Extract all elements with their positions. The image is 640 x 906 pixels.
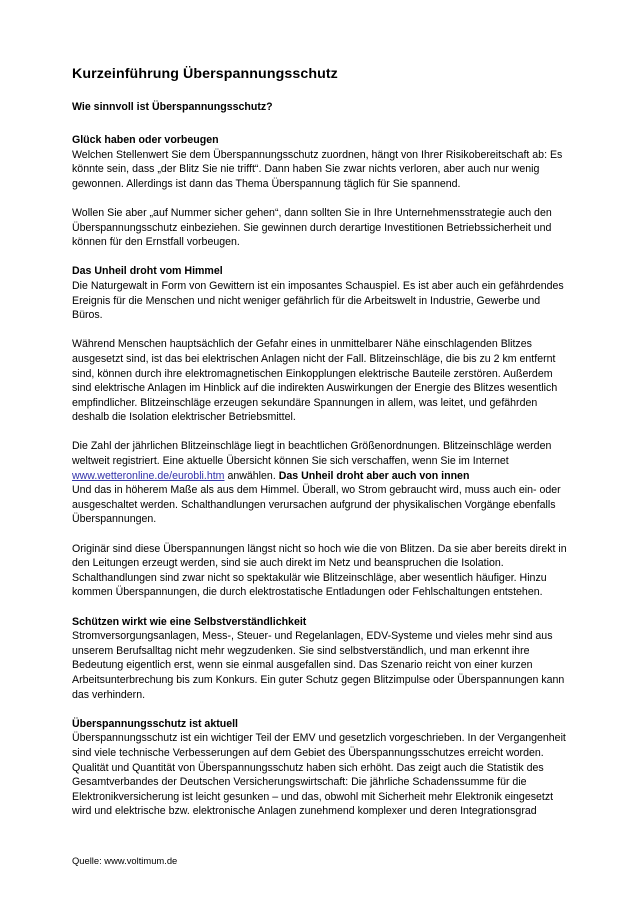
section-paragraph-unheil-von-innen: Und das in höherem Maße als aus dem Himmel. Überall, wo Strom gebraucht wird, muss auch ein- oder ausgeschaltet werden. Schalthandlungen verursachen aufgrund der physikalischen Vorgänge ebenfalls Überspannungen. xyxy=(72,484,561,526)
section-paragraph-ueberspannungsschutz-aktuell: Überspannungsschutz ist ein wichtiger Teil der EMV und gesetzlich vorgeschrieben. In der Vergangenheit sind viele technische Verbesserungen auf dem Gebiet des Überspannungsschutzes erreicht worden. Qualität und Quantität von Überspannungsschutz haben sich erhöht. Das zeigt auch die Statistik des Gesamtverbandes der Deutschen Versicherungswirtschaft: Die jährliche Schadenssumme für die Elektronikversicherung ist leicht gesunken – und das, obwohl mit Sicherheit mehr Elektronik eingesetzt wird und elektrische bzw. elektronische Anlagen zunehmend komplexer und deren Integrationsgrad xyxy=(72,732,566,818)
paragraph-spacer xyxy=(72,250,570,265)
paragraph-spacer xyxy=(72,600,570,615)
section-heading-unheil-vom-himmel: Das Unheil droht vom Himmel xyxy=(72,265,223,278)
paragraph-text-before-link: Die Zahl der jährlichen Blitzeinschläge liegt in beachtlichen Größenordnungen. Blitzeinschläge werden weltweit registriert. Eine aktuelle Übersicht können Sie sich verschaffen, wenn Sie im Internet xyxy=(72,440,552,468)
page-title: Kurzeinführung Überspannungsschutz xyxy=(72,66,338,82)
wetteronline-link[interactable]: www.wetteronline.de/eurobli.htm xyxy=(72,469,225,482)
section-paragraph-originaer: Originär sind diese Überspannungen längst nicht so hoch wie die von Blitzen. Da sie aber bereits direkt in den Leitungen erzeugt werden, sind sie auch direkt im Netz und beanspruchen die Isolation. Schalthandlungen sind zwar nicht so spektakulär wie Blitzeinschläge, aber wesentlich häufiger. Hinzu kommen Überspannungen, die durch elektrostatische Entladungen oder Fehlschaltungen entstehen. xyxy=(72,542,567,599)
section-heading-ueberspannungsschutz-aktuell: Überspannungsschutz ist aktuell xyxy=(72,717,238,730)
section-heading-schuetzen-wirkt: Schützen wirkt wie eine Selbstverständlichkeit xyxy=(72,615,307,628)
section-paragraph-blitzeinschlaege: Während Menschen hauptsächlich der Gefahr eines in unmittelbarer Nähe einschlagenden Blitzes ausgesetzt sind, ist das bei elektrischen Anlagen nicht der Fall. Blitzeinschläge, die bis zu 2 km entfernt sind, können durch ihre elektromagnetischen Einkopplungen elektrische Bauteile zerstören. Außerdem sind elektrische Anlagen im Hinblick auf die indirekten Auswirkungen der Energie des Blitzes wesentlich empfindlicher. Blitzeinschläge erzeugen sekundäre Spannungen in allem, was leitet, und gefährden deshalb die Isolation elektrischer Betriebsmittel. xyxy=(72,338,558,424)
section-paragraph-unheil-vom-himmel: Die Naturgewalt in Form von Gewittern ist ein imposantes Schauspiel. Es ist aber auch ein gefährdendes Ereignis für die Menschen und nicht weniger gefährlich für die Arbeitswelt in Industrie, Gewerbe und Büros. xyxy=(72,279,564,322)
paragraph-spacer xyxy=(72,527,570,542)
paragraph-spacer xyxy=(72,323,570,338)
document-lede: Wie sinnvoll ist Überspannungsschutz? xyxy=(72,101,273,113)
section-paragraph-blitzstatistik xyxy=(72,439,570,483)
inline-heading-unheil-von-innen: Das Unheil droht aber auch von innen xyxy=(278,469,470,482)
section-paragraph-schuetzen-wirkt: Stromversorgungsanlagen, Mess-, Steuer- und Regelanlagen, EDV-Systeme und vieles mehr sind aus unserem Berufsalltag nicht mehr wegzudenken. Sie sind selbstverständlich, und man erkennt ihre Bedeutung eigentlich erst, wenn sie einmal ausgefallen sind. Das Szenario reicht von einer kurzen Arbeitsunterbrechung bis zum Konkurs. Ein guter Schutz gegen Blitzimpulse oder Überspannungen kann das verhindern. xyxy=(72,630,565,701)
section-paragraph-nummer-sicher: Wollen Sie aber „auf Nummer sicher gehen“, dann sollten Sie in Ihre Unternehmensstrategie auch den Überspannungsschutz einbeziehen. Sie gewinnen durch derartige Investitionen Betriebssicherheit und können für den Ernstfall vorbeugen. xyxy=(72,206,552,249)
paragraph-spacer xyxy=(72,425,570,440)
section-paragraph-glueck-haben: Welchen Stellenwert Sie dem Überspannungsschutz zuordnen, hängt von Ihrer Risikobereitschaft ab: Es könnte sein, dass „der Blitz Sie nie trifft“. Dann haben Sie zwar nichts verloren, aber auch nur wenig gewonnen. Allerdings ist dann das Thema Überspannung täglich für Sie spannend. xyxy=(72,148,563,190)
paragraph-text-after-link: anwählen. xyxy=(224,469,279,482)
source-line: Quelle: www.voltimum.de xyxy=(72,855,178,866)
paragraph-spacer xyxy=(72,191,570,206)
paragraph-spacer xyxy=(72,702,570,717)
section-heading-glueck-haben: Glück haben oder vorbeugen xyxy=(72,134,219,146)
